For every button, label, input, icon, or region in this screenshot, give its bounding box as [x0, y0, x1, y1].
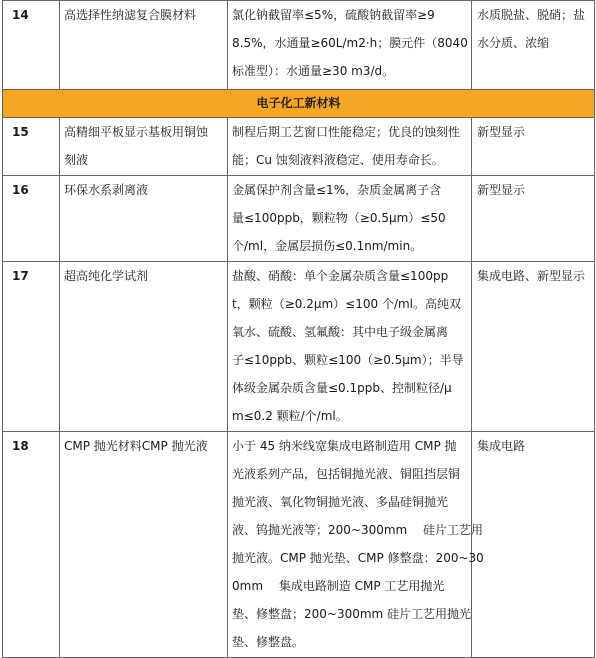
row-number: 15 — [3, 118, 60, 176]
material-spec: 小于 45 纳米线宽集成电路制造用 CMP 抛 光液系列产品，包括铜抛光液、铜阻挡层铜 抛光液、氧化物铜抛光液、多晶硅铜抛光 液、钨抛光液等；200~300mm 硅片工艺用 抛光液。CMP 抛光垫、CMP 修整盘：200~30 0mm 集成电路制造 CMP 工艺用抛光 垫、修整盘；200~300mm 硅片工艺用抛光 垫、修整盘。 — [228, 432, 472, 658]
material-name: 环保水系剥离液 — [60, 176, 228, 262]
table-row — [3, 176, 595, 262]
material-name: CMP 抛光材料CMP 抛光液 — [60, 432, 228, 658]
section-header-row — [3, 90, 595, 118]
application-field: 集成电路 — [472, 432, 595, 658]
row-number: 14 — [3, 1, 60, 90]
material-spec: 氯化钠截留率≤5%，硫酸钠截留率≥9 8.5%，水通量≥60L/m2·h；膜元件（8040 标准型）：水通量≥30 m3/d。 — [228, 1, 472, 90]
material-spec: 盐酸、硝酸：单个金属杂质含量≤100pp t，颗粒（≥0.2μm）≤100 个/ml。高纯双 氧水、硫酸、氢氟酸：其中电子级金属离 子≤10ppb、颗粒≤100（≥0.5μm）；半导 体级金属杂质含量≤0.1ppb、控制粒径/μ m≤0.2 颗粒/个/ml。 — [228, 262, 472, 432]
material-spec: 金属保护剂含量≤1%，杂质金属离子含 量≤100ppb，颗粒物（≥0.5μm）≤50 个/ml，金属层损伤≤0.1nm/min。 — [228, 176, 472, 262]
materials-table — [2, 0, 595, 658]
table-row — [3, 432, 595, 658]
table-row — [3, 262, 595, 432]
row-number: 16 — [3, 176, 60, 262]
row-number: 17 — [3, 262, 60, 432]
table-row — [3, 1, 595, 90]
material-name: 高选择性纳滤复合膜材料 — [60, 1, 228, 90]
application-field: 新型显示 — [472, 118, 595, 176]
material-name: 超高纯化学试剂 — [60, 262, 228, 432]
section-header: 电子化工新材料 — [3, 90, 595, 118]
table-row — [3, 118, 595, 176]
application-field: 集成电路、新型显示 — [472, 262, 595, 432]
row-number: 18 — [3, 432, 60, 658]
application-field: 新型显示 — [472, 176, 595, 262]
application-field: 水质脱盐、脱硝；盐 水分质、浓缩 — [472, 1, 595, 90]
material-spec: 制程后期工艺窗口性能稳定；优良的蚀刻性 能；Cu 蚀刻液料液稳定、使用寿命长。 — [228, 118, 472, 176]
material-name: 高精细平板显示基板用铜蚀 刻液 — [60, 118, 228, 176]
